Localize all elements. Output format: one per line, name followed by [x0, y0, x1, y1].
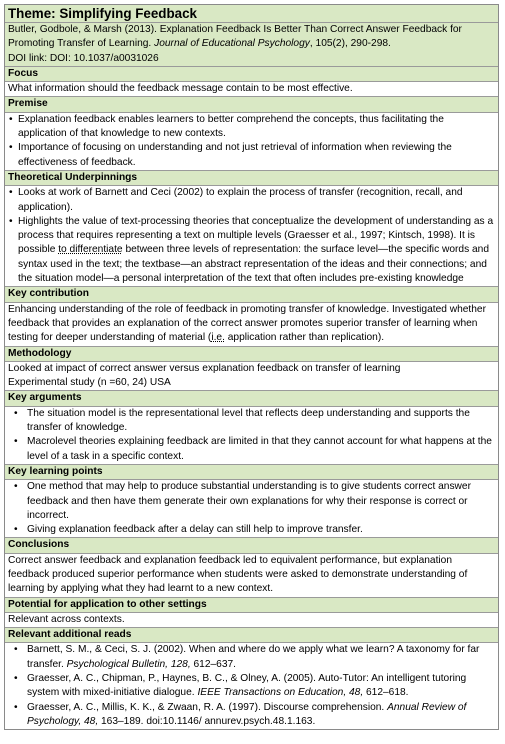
premise-item: • Importance of focusing on understanding and not just retrieval of information when reviewing the effectiveness of feedback.	[8, 141, 495, 170]
premise-body	[5, 113, 498, 171]
learning-heading: Key learning points	[5, 465, 498, 480]
read-item	[8, 672, 495, 701]
learning-item: • One method that may help to produce substantial understanding is to give students correct answer feedback and then have them generate their own explanations for why their response is correct or incorrect.	[8, 480, 495, 523]
learning-item: • Giving explanation feedback after a delay can still help to improve transfer.	[8, 523, 495, 537]
theme-title: Theme: Simplifying Feedback	[5, 5, 498, 23]
read-text: Graesser, A. C., Chipman, P., Haynes, B. C., & Olney, A. (2005). Auto-Tutor: An intelligent tutoring system with mixed-initiative dialogue.	[27, 673, 467, 699]
theory-item: • Looks at work of Barnett and Ceci (2002) to explain the process of transfer (recognition, recall, and application).	[8, 186, 495, 215]
citation-authors-title: Butler, Godbole, & Marsh (2013). Explanation Feedback Is Better Than Correct Answer Feedback for Promoting Transfer of Learning.	[8, 24, 462, 50]
read-item	[8, 643, 495, 672]
read-pages: 612–618.	[363, 687, 409, 699]
focus-heading: Focus	[5, 67, 498, 82]
read-text: Graesser, A. C., Millis, K. K., & Zwaan, R. A. (1997). Discourse comprehension.	[27, 701, 388, 713]
premise-item: • Explanation feedback enables learners to better comprehend the concepts, thus facilitating the application of that knowledge to new contexts.	[8, 113, 495, 142]
potential-heading: Potential for application to other settings	[5, 598, 498, 613]
theory-item-underlined: to differentiate	[58, 244, 123, 256]
reads-body	[5, 643, 498, 729]
reads-heading: Relevant additional reads	[5, 628, 498, 643]
methodology-heading: Methodology	[5, 347, 498, 362]
read-pages: 612–637.	[190, 658, 236, 670]
contribution-text-b: application rather than replication).	[224, 332, 385, 344]
read-text: Barnett, S. M., & Ceci, S. J. (2002). When and where do we apply what we learn? A taxonomy for far transfer.	[27, 644, 480, 670]
arguments-heading: Key arguments	[5, 391, 498, 406]
arguments-body	[5, 407, 498, 465]
read-journal: Annual Review of Psychology, 48,	[27, 701, 467, 727]
potential-text: Relevant across contexts.	[5, 613, 498, 628]
theory-body	[5, 186, 498, 287]
methodology-line: Experimental study (n =60, 24) USA	[8, 377, 171, 389]
contribution-text-a: Enhancing understanding of the role of feedback in promoting transfer of knowledge. Investigated whether feedback that provides an explanation of the correct answer promotes superior transfer of learning when testing for deeper understanding of material (	[8, 303, 486, 344]
read-journal: IEEE Transactions on Education, 48,	[197, 687, 364, 699]
theory-item-text: Highlights the value of text-processing theories that conceptualize the development of understanding as a process that requires representing a text on multiple levels (Graesser et al., 1997; Kintsch, 1998). It is possible	[18, 215, 494, 256]
contribution-heading: Key contribution	[5, 287, 498, 302]
premise-heading: Premise	[5, 97, 498, 112]
theory-item-text-rest: between three levels of representation: the surface level—the specific words and syntax used in the text; the textbase—an abstract representation of the ideas and their connections; and the situation model—a personal interpretation of the text that often includes pre-existing knowledge	[18, 244, 489, 285]
methodology-line: Looked at impact of correct answer versus explanation feedback on transfer of learning	[8, 362, 401, 374]
citation-journal: Journal of Educational Psychology	[154, 38, 310, 50]
read-item	[8, 701, 495, 730]
argument-item: • The situation model is the representational level that reflects deep understanding and supports the transfer of knowledge.	[8, 407, 495, 436]
theory-item	[8, 215, 495, 286]
contribution-text	[5, 303, 498, 347]
read-pages: 163–189. doi:10.1146/ annurev.psych.48.1.163.	[98, 715, 316, 727]
learning-body	[5, 480, 498, 538]
conclusions-heading: Conclusions	[5, 538, 498, 553]
contribution-ie: i.e.	[211, 332, 225, 344]
focus-text: What information should the feedback message contain to be most effective.	[5, 82, 498, 97]
methodology-body	[5, 362, 498, 392]
theory-heading: Theoretical Underpinnings	[5, 171, 498, 186]
conclusions-text: Correct answer feedback and explanation feedback led to equivalent performance, but explanation feedback produced superior performance when students were asked to demonstrate understanding of learning by applying what they had learnt to a new context.	[5, 554, 498, 598]
citation	[5, 23, 498, 67]
citation-volume: , 105(2), 290-298.	[309, 38, 391, 50]
read-journal: Psychological Bulletin, 128,	[66, 658, 191, 670]
argument-item: • Macrolevel theories explaining feedback are limited in that they cannot account for what happens at the level of a task in a specific context.	[8, 435, 495, 464]
citation-doi: DOI link: DOI: 10.1037/a0031026	[8, 52, 159, 64]
summary-table	[4, 4, 499, 730]
